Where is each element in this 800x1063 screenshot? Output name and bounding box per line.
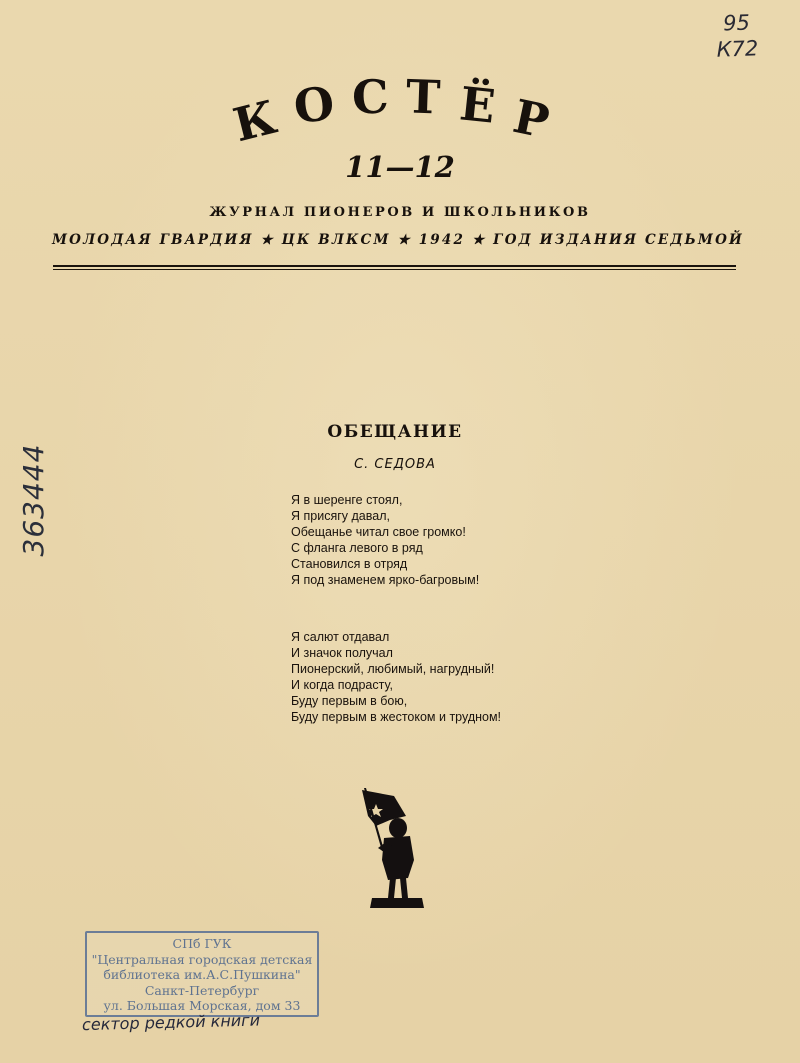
shelf-mark-note — [701, 9, 773, 63]
poem-stanza-2 — [291, 630, 611, 725]
header-rule-thin — [53, 269, 736, 270]
stamp-line: Санкт-Петербург — [144, 982, 260, 998]
poem-line: И когда подрасту, — [291, 677, 393, 692]
pioneer-flag-bearer-icon — [354, 786, 430, 910]
library-stamp — [85, 931, 319, 1017]
shelf-mark-line-2: К72 — [716, 36, 759, 62]
poem-line: Обещанье читал свое громко! — [291, 524, 466, 539]
masthead-letter: Т — [405, 69, 442, 125]
issue-number: 11—12 — [345, 150, 455, 184]
poem-line: Я под знаменем ярко-багровым! — [291, 572, 480, 587]
masthead-letter: О — [291, 76, 337, 134]
poem-line: Я присягу давал, — [291, 508, 390, 523]
masthead-letter: С — [351, 69, 390, 125]
poem-stanza-1 — [291, 493, 611, 588]
inventory-number — [0, 443, 92, 557]
header-rule — [53, 265, 736, 267]
masthead-letter: К — [228, 89, 282, 153]
stamp-line: СПб ГУК — [172, 936, 232, 951]
poem-line: И значок получал — [291, 645, 393, 660]
poem-title: ОБЕЩАНИЕ — [327, 422, 463, 442]
publisher-line: МОЛОДАЯ ГВАРДИЯ ★ ЦК ВЛКСМ ★ 1942 ★ ГОД ИЗДАНИЯ СЕДЬМОЙ — [52, 232, 744, 248]
shelf-mark-line-1: 95 — [722, 10, 751, 36]
magazine-masthead — [220, 62, 580, 153]
poem-author: С. СЕДОВА — [354, 457, 436, 472]
masthead-letter: Ё — [457, 76, 498, 134]
stamp-line: ул. Большая Морская, дом 33 — [103, 998, 301, 1013]
poem-line: Становился в отряд — [291, 556, 408, 571]
poem-line: С фланга левого в ряд — [291, 540, 423, 555]
poem-line: Пионерский, любимый, нагрудный! — [291, 661, 495, 676]
masthead-letter: Р — [508, 88, 554, 150]
poem-line: Я в шеренге стоял, — [291, 493, 403, 507]
stamp-line: "Центральная городская детская — [91, 951, 313, 967]
stamp-line: библиотека им.А.С.Пушкина" — [103, 967, 301, 982]
handwritten-note: сектор редкой книги — [81, 1010, 261, 1035]
magazine-subtitle: ЖУРНАЛ ПИОНЕРОВ И ШКОЛЬНИКОВ — [209, 205, 591, 220]
poem-line: Я салют отдавал — [291, 630, 390, 644]
poem-line: Буду первым в бою, — [291, 693, 408, 708]
inventory-number-text: 363444 — [17, 443, 50, 557]
poem-line: Буду первым в жестоком и трудном! — [291, 709, 502, 724]
